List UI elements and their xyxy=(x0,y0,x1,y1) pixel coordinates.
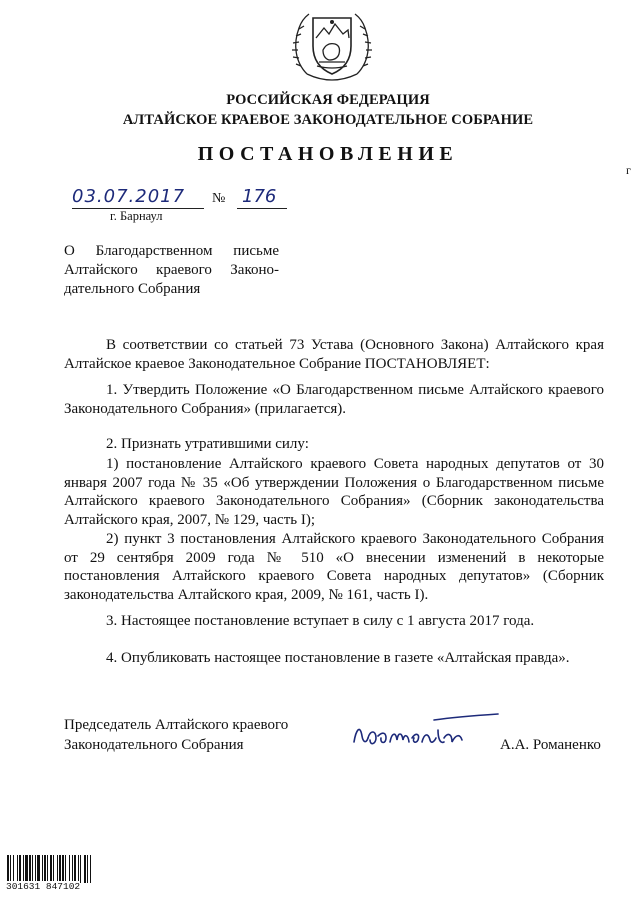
document-type-title: ПОСТАНОВЛЕНИЕ xyxy=(197,143,459,165)
document-subject xyxy=(64,242,279,299)
number-sign: № xyxy=(212,191,226,206)
signer-position-line: Законодательного Собрания xyxy=(64,737,244,753)
header-institution: АЛТАЙСКОЕ КРАЕВОЕ ЗАКОНОДАТЕЛЬНОЕ СОБРАНИЕ xyxy=(122,112,534,128)
date-number-row xyxy=(72,186,292,212)
paragraph-item-2 xyxy=(64,435,604,454)
signer-position-line: Председатель Алтайского краевого xyxy=(64,717,289,733)
paragraph-item-4 xyxy=(64,649,604,668)
corner-mark: г xyxy=(626,163,631,177)
paragraph-item-3 xyxy=(64,612,604,631)
paragraph-text: 3. Настоящее постановление вступает в силу с 1 августа 2017 года. xyxy=(106,613,535,629)
paragraph-item-2-1 xyxy=(64,455,604,529)
paragraph-item-1 xyxy=(64,381,604,418)
signer-position xyxy=(64,715,288,755)
paragraph-item-2-2 xyxy=(64,530,604,604)
subject-line: дательного Собрания xyxy=(64,281,201,297)
paragraph-text: 1) постановление Алтайского краевого Совета народных депутатов от 30 января 2007 года № 35 «Об утверждении Положения о Благодарственном письме Алтайского краевого Законодательного Собрания» (Сборник законодательства Алтайского края, 2007, № 129, часть I); xyxy=(64,456,604,528)
paragraph-intro xyxy=(64,336,604,373)
city: г. Барнаул xyxy=(110,209,163,223)
subject-line: О Благодарственном письме xyxy=(64,243,279,259)
barcode-number: 301631 847102 xyxy=(6,881,81,892)
paragraph-text: 2) пункт 3 постановления Алтайского краевого Законодательного Собрания от 29 сентября 2009 года № 510 «О внесении изменений в некоторые постановления Алтайского краевого Совета народных депутатов» (Сборник законодательства Алтайского края, 2009, № 161, часть I). xyxy=(64,531,604,603)
signer-name: А.А. Романенко xyxy=(500,737,601,753)
handwritten-number: 176 xyxy=(242,186,277,207)
paragraph-text: В соответствии со статьей 73 Устава (Основного Закона) Алтайского края Алтайское краевое Законодательное Собрание ПОСТАНОВЛЯЕТ: xyxy=(64,337,604,372)
subject-line: Алтайского краевого Законо- xyxy=(64,262,279,278)
coat-of-arms-emblem xyxy=(289,4,375,86)
handwritten-signature xyxy=(348,708,508,754)
paragraph-text: 4. Опубликовать настоящее постановление в газете «Алтайская правда». xyxy=(106,650,570,666)
handwritten-date: 03.07.2017 xyxy=(72,186,186,207)
number-underline xyxy=(237,208,287,209)
paragraph-text: 2. Признать утратившими силу: xyxy=(106,436,309,452)
paragraph-text: 1. Утвердить Положение «О Благодарственном письме Алтайского краевого Законодательного Собрания» (прилагается). xyxy=(64,382,604,417)
header-country: РОССИЙСКАЯ ФЕДЕРАЦИЯ xyxy=(226,92,430,108)
